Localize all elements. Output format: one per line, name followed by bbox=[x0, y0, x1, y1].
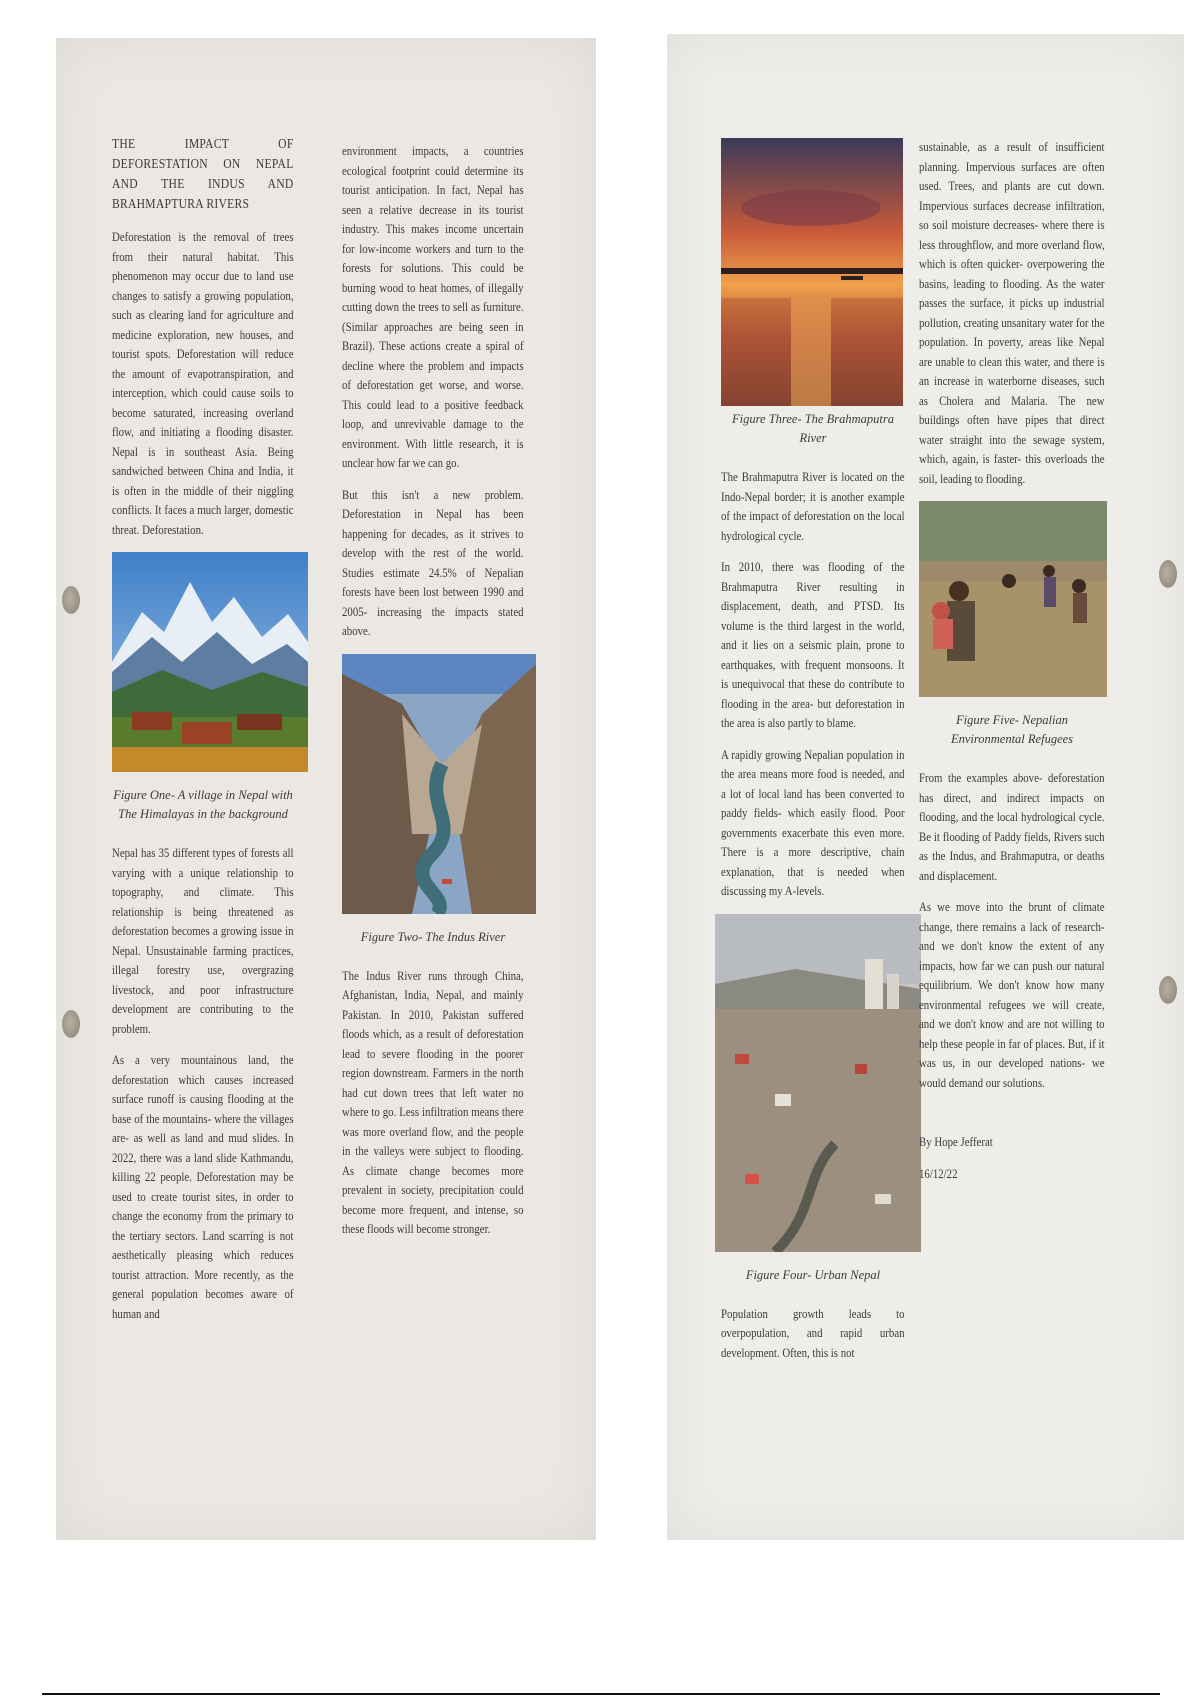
punch-hole bbox=[1159, 976, 1177, 1004]
figure-five-environmental-refugees-photo bbox=[919, 501, 1107, 697]
figure-two-caption: Figure Two- The Indus River bbox=[360, 929, 506, 944]
figure-one-nepal-village-photo bbox=[112, 552, 308, 772]
paragraph-brahmaputra-location: The Brahmaputra River is located on the Indo-Nepal border; it is another example of the impact of deforestation on the local hydrological cycle. bbox=[721, 470, 905, 543]
punch-hole bbox=[62, 586, 80, 614]
paragraph-sustainable: sustainable, as a result of insufficient planning. Impervious surfaces are often used. Trees, and plants are cut down. Impervious surfaces decrease infiltration, so soil moisture decreases- where there is less throughflow, and more overland flow, which is often quicker- overpowering the basins, leading to flooding. As the water passes the surface, it picks up industrial pollution, creating unsanitary water for the population. In poverty, areas like Nepal are unable to clean this water, and there is an increase in waterborne diseases, such as Cholera and Malaria. The new buildings often have pipes that direct water straight into the sewage system, which, again, is faster- this overloads the soil, leading to flooding. bbox=[919, 140, 1105, 486]
punch-hole bbox=[62, 1010, 80, 1038]
paragraph-intro: Deforestation is the removal of trees from their natural habitat. This phenomenon may occur due to land use changes to satisfy a growing population, such as clearing land for agriculture and medicine exploration, new houses, and tourist spots. Deforestation will reduce the amount of evapotranspiration, and interception, which could cause soils to become saturated, increasing overland flow, and initiating a flooding disaster. Nepal is in southeast Asia. Being sandwiched between China and India, it is often in the middle of their niggling conflicts. It faces a much larger, domestic threat. Deforestation. bbox=[112, 230, 294, 537]
paragraph-forest-types: Nepal has 35 different types of forests all varying with a unique relationship to topography, and climate. This relationship is being threatened as deforestation becomes a growing issue in Nepal. Unsustainable farming practices, illegal forestry use, overgrazing livestock, and poor infrastructure development are contributing to the problem. bbox=[112, 846, 294, 1036]
figure-three-caption: Figure Three- The Brahmaputra River bbox=[732, 412, 894, 445]
paragraph-population-growth: Population growth leads to overpopulation, and rapid urban development. Often, this is not bbox=[721, 1306, 905, 1360]
punch-hole bbox=[1159, 560, 1177, 588]
figure-four-urban-nepal-photo bbox=[715, 914, 921, 1252]
paragraph-climate-change: As we move into the brunt of climate change, there remains a lack of research- and we don't know the extent of any impacts, how far we can push our natural equilibrium. We don't know how many environmental refugees we will create, and we don't know and are not willing to help these people in far of places. But, if it was us, in our developed nations- we would demand our solutions. bbox=[919, 900, 1105, 1090]
bottom-rule bbox=[42, 1693, 1160, 1695]
right-page-column-1 bbox=[721, 138, 905, 1375]
paragraph-growing-population: A rapidly growing Nepalian population in the area means more food is needed, and a lot of local land has been converted to paddy fields- which easily flood. Poor governments exacerbate this even more. There is a more descriptive, chain explanation, that is needed when discussing my A-levels. bbox=[721, 747, 905, 898]
right-page-column-2 bbox=[919, 138, 1105, 1196]
paragraph-examples-above: From the examples above- deforestation has direct, and indirect impacts on flooding, and the local hydrological cycle. Be it flooding of Paddy fields, Rivers such as the Indus, and Brahmaputra, or deaths and displacement. bbox=[919, 771, 1105, 883]
article-date: 16/12/22 bbox=[919, 1166, 958, 1181]
left-page bbox=[56, 38, 596, 1540]
figure-five-caption: Figure Five- Nepalian Environmental Refugees bbox=[950, 713, 1074, 746]
paragraph-brahmaputra-flooding: In 2010, there was flooding of the Brahmaputra River resulting in displacement, death, and PTSD. Its volume is the third largest in the world, and it lies on a seismic plain, prone to earthquakes, with frequent monsoons. It is unequivocal that these do contribute to flooding in the area- but deforestation in the area is also partly to blame. bbox=[721, 560, 905, 730]
paragraph-indus-river: The Indus River runs through China, Afghanistan, India, Nepal, and mainly Pakistan. In 2010, Pakistan suffered floods which, as a result of deforestation lead to severe flooding in the poorer region downstream. Farmers in the north had cut down trees that left water no where to go. Less infiltration means there was more overland flow, and the people in the valleys were subject to flooding. As climate change becomes more prevalent in society, precipitation could become more frequent, and intense, so these floods will become stronger. bbox=[342, 968, 524, 1236]
figure-two-indus-river-photo bbox=[342, 654, 536, 914]
paragraph-not-new-problem: But this isn't a new problem. Deforestation in Nepal has been happening for decades, as it strives to develop with the rest of the world. Studies estimate 24.5% of Nepalian forests have been lost between 1990 and 2005- increasing the impacts stated above. bbox=[342, 487, 524, 638]
figure-four-caption: Figure Four- Urban Nepal bbox=[745, 1267, 881, 1282]
article-title: THE IMPACT OF DEFORESTATION ON NEPAL AND THE INDUS AND BRAHMAPTURA RIVERS bbox=[112, 136, 294, 211]
left-page-column-2 bbox=[342, 142, 524, 1252]
byline: By Hope Jefferat bbox=[919, 1135, 993, 1149]
paragraph-environment-impacts: environment impacts, a countries ecological footprint could determine its tourist anticipation. In fact, Nepal has seen a relative decrease in its tourist industry. This makes income uncertain for low-income workers and turn to the forests for solutions. This could be burning wood to heat homes, of illegally cutting down the trees to sell as furniture. (Similar approaches are being seen in Brazil). These actions create a spiral of decline where the problem and impacts of deforestation get worse, and worse. This could lead to a positive feedback loop, and unrevivable damage to the environment. With little research, it is unclear how far we can go. bbox=[342, 144, 524, 470]
paragraph-mountainous-land: As a very mountainous land, the deforestation which causes increased surface runoff is causing flooding at the base of the mountains- where the villages are- as well as land and mud slides. In 2022, there was a land slide Kathmandu, killing 22 people. Deforestation may be used to create tourist sites, in order to change the economy from the primary to the tertiary sectors. Land scarring is not aesthetically pleasing which reduces tourist attraction. More recently, as the general population becomes aware of human and bbox=[112, 1053, 294, 1321]
figure-one-caption: Figure One- A village in Nepal with The Himalayas in the background bbox=[113, 788, 293, 821]
figure-three-brahmaputra-sunset-photo bbox=[721, 138, 903, 406]
left-page-column-1 bbox=[112, 134, 294, 1336]
right-page bbox=[667, 34, 1184, 1540]
